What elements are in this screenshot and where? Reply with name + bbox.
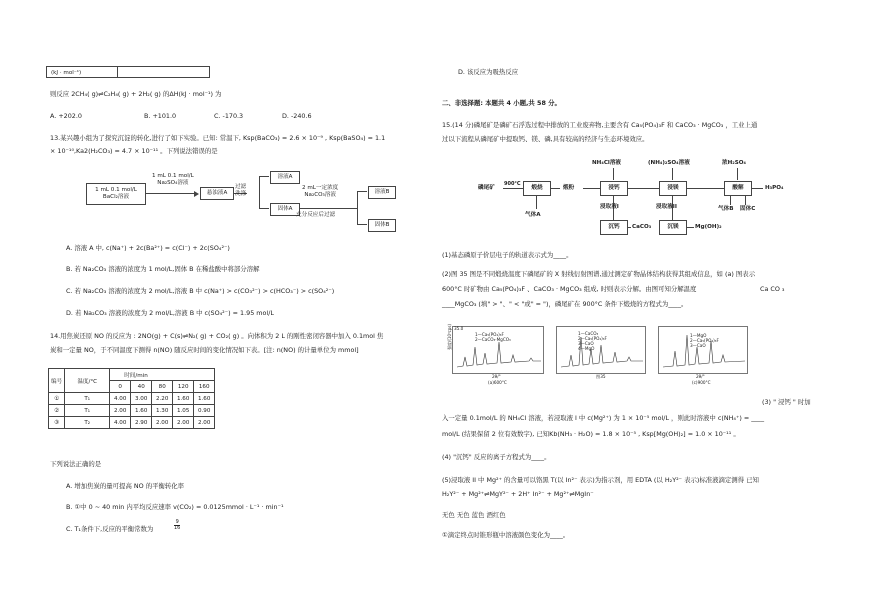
gas-a: 气体A bbox=[525, 212, 541, 218]
row-id: ① bbox=[49, 393, 65, 405]
time-header: 时间/min bbox=[110, 369, 215, 381]
time-col: 40 bbox=[131, 381, 152, 393]
calcine-temp: 900°C bbox=[504, 181, 521, 187]
col-no-header: 编号 bbox=[49, 369, 65, 393]
legend-item: 2—Ca₅(PO₄)₃F bbox=[690, 338, 719, 343]
flow-split-line bbox=[259, 176, 260, 209]
table-row bbox=[49, 417, 215, 429]
flow-split-bottom bbox=[259, 208, 269, 209]
product-caco3: CaCO₃ bbox=[632, 224, 652, 230]
reagent-h2so4: 浓H₂SO₄ bbox=[722, 160, 746, 166]
solid-c-line bbox=[745, 195, 746, 205]
q14-stem-line2: 炭和一定量 NO，于不同温度下测得 n(NO) 随反应时间的变化情况如下表。[注: n(NO) 的计量单位为 mmol] bbox=[50, 346, 359, 354]
filter-line1: 过滤 bbox=[235, 184, 247, 190]
ppt-mg-box: 沉镁 bbox=[659, 220, 687, 235]
q15-part3-line1: 入一定量 0.1mol/L 的 NH₄Cl 溶液，若浸取液 I 中 c(Mg²⁺) 为 1 × 10⁻⁵ mol/L ，则此时溶液中 c(NH₄⁺) = ____ bbox=[442, 414, 765, 422]
q13-option-a: A. 溶液 A 中, c(Na⁺) + 2c(Ba²⁺) = c(Cl⁻) + 2c(SO₄²⁻) bbox=[66, 244, 230, 252]
arrow-calcine bbox=[550, 188, 560, 189]
chart-b-xlabel: 图35 bbox=[596, 374, 606, 379]
q13-stem-line1: 13.某兴趣小组为了探究沉淀的转化,进行了如下实验。已知: 常温下, Ksp(BaCO₃) = 2.6 × 10⁻⁹ , Ksp(BaSO₄) = 1.1 bbox=[50, 134, 386, 142]
col-temp-header: 温度/°C bbox=[65, 369, 110, 393]
time-col: 0 bbox=[110, 381, 131, 393]
row-temp: T₂ bbox=[65, 417, 110, 429]
cell: 1.60 bbox=[173, 393, 194, 405]
reaction-option-b: B. +101.0 bbox=[144, 112, 177, 120]
flow-add1 bbox=[152, 173, 194, 187]
gas-b: 气体B bbox=[718, 206, 734, 212]
cell: 2.90 bbox=[131, 417, 152, 429]
table-row bbox=[49, 405, 215, 417]
product-mgoh2: Mg(OH)₂ bbox=[695, 224, 722, 230]
q15-part2-line2-tail: Ca CO ₃ bbox=[760, 285, 785, 293]
flow-split2-top bbox=[357, 191, 367, 192]
chart-a-ymax: 35.0 bbox=[454, 326, 464, 331]
arrow-acid bbox=[751, 188, 763, 189]
legend-item: 2—CaCO₃·MgCO₃ bbox=[475, 337, 511, 342]
q15-part5-line2: H₂Y²⁻ + Mg²⁺⇌MgY²⁻ + 2H⁺ In²⁻ + Mg²⁺⇌MgIn⁻ bbox=[442, 490, 594, 498]
chart-a-caption: (a)600°C bbox=[488, 380, 507, 385]
cell: 1.05 bbox=[173, 405, 194, 417]
flow-arrow-1 bbox=[145, 193, 195, 194]
flow-solid-a: 固体A bbox=[270, 203, 300, 216]
q15-part3-line2: mol/L (结果保留 2 位有效数字), 已知Kb(NH₃ · H₂O) = 1.8 × 10⁻⁵ , Ksp[Mg(OH)₂] = 1.0 × 10⁻¹¹ 。 bbox=[442, 430, 740, 438]
time-col: 80 bbox=[152, 381, 173, 393]
legend-item: 3—CaO bbox=[578, 341, 594, 346]
cell: 2.00 bbox=[110, 405, 131, 417]
chart-a-legend bbox=[475, 332, 511, 342]
arrow-leach-mg bbox=[686, 188, 724, 189]
legend-item: 1—MgO bbox=[690, 333, 707, 338]
q15-part5-line1: (5)浸取液 II 中 Mg²⁺ 的含量可以铬黑 T(以 In²⁻ 表示)为指示剂，用 EDTA (以 H₂Y²⁻ 表示)标准液滴定测得 已知 bbox=[442, 476, 759, 484]
flow-solid-b: 固体B bbox=[368, 219, 396, 232]
flow-suspension: 悬浊液A bbox=[200, 187, 234, 200]
cell: 4.00 bbox=[110, 417, 131, 429]
chart-c-caption: (c)900°C bbox=[692, 380, 711, 385]
gas-b-line bbox=[730, 195, 731, 205]
arrow-ppt-mg bbox=[686, 227, 694, 228]
arrow-leach-ca bbox=[627, 188, 659, 189]
add1-line2: Na₂SO₄溶液 bbox=[157, 180, 189, 186]
flow-split2-bottom bbox=[357, 224, 367, 225]
legend-item: 1—Ca₅(PO₄)₃F bbox=[475, 332, 504, 337]
acid-box: 酸解 bbox=[724, 181, 752, 196]
cell: 2.20 bbox=[152, 393, 173, 405]
start-box-line2: BaCl₂溶液 bbox=[102, 194, 130, 200]
add1-line1: 1 mL 0.1 mol/L bbox=[152, 173, 194, 179]
leach-ca-box: 浸钙 bbox=[600, 181, 628, 196]
chart-a-ylabel: 强度/(10³cps) bbox=[447, 324, 452, 350]
cell: 4.00 bbox=[110, 393, 131, 405]
legend-item: 4—MgO bbox=[578, 346, 595, 351]
cell: 3.00 bbox=[131, 393, 152, 405]
arrow-ppt-ca bbox=[627, 227, 631, 228]
legend-item: 3—CaO bbox=[690, 343, 706, 348]
time-col: 160 bbox=[194, 381, 215, 393]
table-row bbox=[49, 393, 215, 405]
q14-stem-line1: 14.用焦炭还原 NO 的反应为 : 2NO(g) + C(s)⇌N₂( g) + CO₂( g) 。向体积为 2 L 的刚性密闭容器中加入 0.1mol 焦 bbox=[50, 332, 384, 340]
reagent1-line bbox=[613, 168, 614, 180]
q14-prompt: 下列说法正确的是 bbox=[50, 460, 102, 468]
chart-c-legend bbox=[690, 333, 719, 348]
flow-arrow-3 bbox=[299, 208, 357, 209]
fraction bbox=[174, 520, 180, 531]
gas-a-line bbox=[536, 195, 537, 209]
nno-table bbox=[48, 368, 215, 429]
arrow-powder bbox=[583, 188, 600, 189]
leach-mg-box: 浸镁 bbox=[659, 181, 687, 196]
q15-part1: (1)基态磷原子价层电子的轨道表示式为____。 bbox=[442, 251, 573, 259]
reagent3-line bbox=[737, 168, 738, 180]
unit-cell-empty bbox=[118, 66, 210, 78]
reaction-option-d: D. -240.6 bbox=[282, 112, 312, 120]
solid-c: 固体C bbox=[740, 206, 756, 212]
q15-part2-line3: ____MgCO₃ (填" > "、" < "或" = ")，磷尾矿在 900°C 条件下煅烧的方程式为____。 bbox=[442, 300, 688, 308]
filter-line2: 洗涤 bbox=[235, 191, 247, 197]
raw-ore: 磷尾矿 bbox=[478, 185, 495, 191]
q14-option-c: C. T₁条件下,反应的平衡常数为 bbox=[66, 525, 154, 533]
q14-option-a: A. 增加焦炭的量可提高 NO 的平衡转化率 bbox=[66, 482, 185, 490]
liquor-1: 浸取液I bbox=[600, 204, 619, 210]
reagent-nh4cl: NH₄Cl溶液 bbox=[592, 160, 622, 166]
row-id: ③ bbox=[49, 417, 65, 429]
flow-split2-line bbox=[357, 191, 358, 225]
q13-option-d: D. 若 Na₂CO₃ 溶液的浓度为 2 mol/L,溶液 B 中 c(SO₄²⁻) = 1.95 mol/L bbox=[66, 309, 274, 317]
add2-line1: 2 mL一定浓度 bbox=[302, 185, 339, 191]
cell: 1.30 bbox=[152, 405, 173, 417]
time-col: 120 bbox=[173, 381, 194, 393]
flow-add2 bbox=[302, 185, 338, 199]
cell: 0.90 bbox=[194, 405, 215, 417]
ppt-ca-box: 沉钙 bbox=[600, 220, 628, 235]
frac-num: 9 bbox=[175, 519, 179, 525]
product-h3po4: H₃PO₄ bbox=[765, 185, 784, 191]
row-temp: T₁ bbox=[65, 405, 110, 417]
q15-part2-line1: (2)图 35 图是不同煅烧温度下磷尾矿的 X 射线衍射图谱,通过测定矿物晶体结构获得其组成信息，如 (a) 图表示 bbox=[442, 270, 756, 278]
flow-start-box bbox=[86, 183, 146, 205]
q15-part4: (4) "沉钙" 反应的离子方程式为____。 bbox=[442, 453, 551, 461]
add2-line2: Na₂CO₃溶液 bbox=[304, 192, 336, 198]
q15-part5-sub1: ①滴定终点时锥形瓶中溶液颜色变化为____。 bbox=[442, 531, 570, 539]
cell: 1.60 bbox=[131, 405, 152, 417]
section-title: 二、非选择题: 本题共 4 小题,共 58 分。 bbox=[442, 99, 561, 107]
flow-arrowhead-1 bbox=[194, 191, 199, 197]
q13-option-b: B. 若 Na₂CO₃ 溶液的浓度为 1 mol/L,固体 B 在稀盐酸中将部分溶解 bbox=[66, 265, 260, 273]
indicator-colors: 无色 无色 蓝色 酒红色 bbox=[442, 511, 506, 519]
cell: 1.60 bbox=[194, 393, 215, 405]
chart-c-xlabel: 2θ/° bbox=[696, 374, 705, 379]
cell: 2.00 bbox=[152, 417, 173, 429]
row-id: ② bbox=[49, 405, 65, 417]
q15-part3-head: (3) " 浸钙 " 时加 bbox=[762, 398, 811, 406]
flow-solution-a: 溶液A bbox=[270, 171, 300, 184]
q15-part2-line2: 600°C 时矿物由 Ca₅(PO₄)₃F 、CaCO₃ · MgCO₃ 组成, 时则表示分解。由图可知分解温度 bbox=[442, 285, 697, 293]
flow-react: 充分反应后过滤 bbox=[296, 212, 336, 218]
calcine-box: 煅烧 bbox=[523, 181, 551, 196]
start-box-line1: 1 mL 0.1 mol/L bbox=[95, 187, 137, 193]
chart-b-legend bbox=[578, 331, 607, 351]
arrow-raw bbox=[503, 188, 523, 189]
flow-split-top bbox=[259, 176, 269, 177]
unit-cell: (kJ · mol⁻¹) bbox=[46, 66, 118, 78]
chart-a-xlabel: 2θ/° bbox=[492, 374, 501, 379]
reagent-nh42so4: (NH₄)₂SO₄溶液 bbox=[648, 160, 690, 166]
flow-solution-b: 溶液B bbox=[368, 186, 396, 199]
option-d: D. 该反应为吸热反应 bbox=[458, 68, 519, 76]
calcined-powder: 煅粉 bbox=[563, 185, 575, 191]
q15-stem-line2: 过以下流程从磷尾矿中提取钙、镁、磷,具有较高的经济与生态环境效应。 bbox=[442, 135, 649, 143]
q15-stem-line1: 15.(14 分)磷尾矿是磷矿石浮选过程中排放的工业废弃物,主要含有 Ca₅(PO₄)₃F 和 CaCO₃ · MgCO₃ ，工业上通 bbox=[442, 121, 758, 129]
q13-stem-line2: × 10⁻¹⁰,Ka2(H₂CO₃) = 4.7 × 10⁻¹¹ 。下列说法错误的是 bbox=[50, 147, 218, 155]
row-temp: T₁ bbox=[65, 393, 110, 405]
frac-den: 16 bbox=[174, 525, 181, 531]
legend-item: 2—Ca₅(PO₄)₃F bbox=[578, 336, 607, 341]
reaction-option-a: A. +202.0 bbox=[50, 112, 82, 120]
legend-item: 1—CaCO₃ bbox=[578, 331, 599, 336]
liquor-2: 浸取液II bbox=[656, 204, 677, 210]
cell: 2.00 bbox=[173, 417, 194, 429]
reagent2-line bbox=[672, 168, 673, 180]
reaction-question: 则反应 2CH₄( g)⇌C₂H₄( g) + 2H₂( g) 的ΔH(kJ · mol⁻¹) 为 bbox=[50, 90, 222, 98]
q14-option-b: B. ①中 0 ~ 40 min 内平均反应速率 v(CO₂) = 0.0125mmol · L⁻¹ · min⁻¹ bbox=[66, 503, 284, 511]
reaction-option-c: C. -170.3 bbox=[214, 112, 244, 120]
flow-filter bbox=[235, 184, 246, 198]
q13-option-c: C. 若 Na₂CO₃ 溶液的浓度为 2 mol/L,溶液 B 中 c(Na⁺) > c(CO₃²⁻) > c(HCO₃⁻) > c(SO₄²⁻) bbox=[66, 287, 335, 295]
cell: 2.00 bbox=[194, 417, 215, 429]
